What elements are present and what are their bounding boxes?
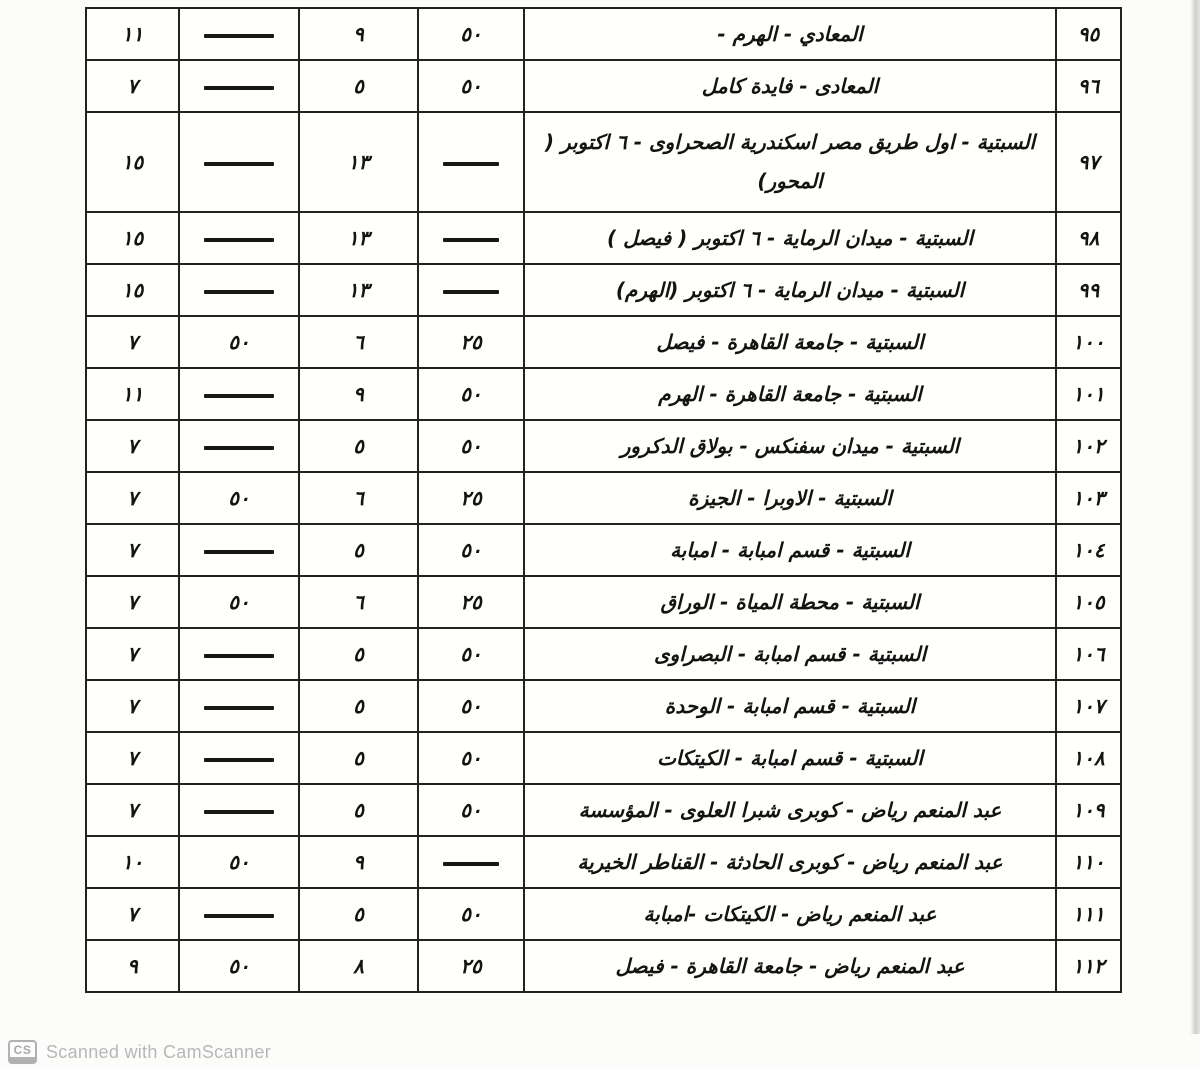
table-row (86, 264, 1121, 316)
table-row (86, 576, 1121, 628)
row-number-cell: ١٠٦ (1056, 628, 1121, 680)
value-cell: ٧ (86, 316, 179, 368)
dash-mark (443, 162, 499, 166)
dash-mark (204, 550, 274, 554)
row-number-cell: ١٠٤ (1056, 524, 1121, 576)
row-number-cell: ١٠٢ (1056, 420, 1121, 472)
value-cell: ٥ (299, 888, 418, 940)
value-cell (418, 212, 524, 264)
value-cell (418, 264, 524, 316)
value-cell (418, 112, 524, 212)
value-cell (179, 368, 299, 420)
value-cell: ١٥ (86, 112, 179, 212)
value-cell: ٥٠ (418, 732, 524, 784)
value-cell: ٧ (86, 524, 179, 576)
dash-mark (204, 86, 274, 90)
watermark-text: Scanned with CamScanner (46, 1041, 272, 1062)
route-name-cell: عبد المنعم رياض - جامعة القاهرة - فيصل (524, 940, 1056, 992)
value-cell: ٧ (86, 420, 179, 472)
value-cell: ٥٠ (179, 472, 299, 524)
route-name-cell: السبتية - جامعة القاهرة - فيصل (524, 316, 1056, 368)
value-cell: ٥ (299, 524, 418, 576)
table-row (86, 60, 1121, 112)
route-name-cell: المعادي - الهرم - (524, 8, 1056, 60)
camscanner-logo-icon: CS (8, 1040, 37, 1064)
table-row (86, 680, 1121, 732)
route-name-cell: السبتية - ميدان الرماية - ٦ اكتوبر ( فيصل ) (524, 212, 1056, 264)
route-name-cell: السبتية - اول طريق مصر اسكندرية الصحراوى - ٦ اكتوبر ( المحور) (524, 112, 1056, 212)
dash-mark (443, 862, 499, 866)
route-name-cell: السبتية - جامعة القاهرة - الهرم (524, 368, 1056, 420)
table-row (86, 524, 1121, 576)
dash-mark (204, 446, 274, 450)
value-cell: ٥ (299, 60, 418, 112)
dash-mark (204, 914, 274, 918)
table-row (86, 368, 1121, 420)
route-name-cell: السبتية - ميدان الرماية - ٦ اكتوبر (الهرم) (524, 264, 1056, 316)
row-number-cell: ١٠٥ (1056, 576, 1121, 628)
value-cell: ٥٠ (179, 836, 299, 888)
route-name-cell: السبتية - قسم امبابة - الكيتكات (524, 732, 1056, 784)
value-cell: ٩ (86, 940, 179, 992)
value-cell: ١٣ (299, 212, 418, 264)
value-cell: ٥٠ (418, 60, 524, 112)
value-cell: ٦ (299, 316, 418, 368)
dash-mark (204, 162, 274, 166)
table-row (86, 8, 1121, 60)
table-row (86, 472, 1121, 524)
value-cell: ٦ (299, 472, 418, 524)
value-cell: ٥ (299, 784, 418, 836)
row-number-cell: ١١٠ (1056, 836, 1121, 888)
value-cell: ٨ (299, 940, 418, 992)
route-name-cell: عبد المنعم رياض - كوبرى الحادثة - القناطر الخيرية (524, 836, 1056, 888)
dash-mark (204, 810, 274, 814)
row-number-cell: ٩٦ (1056, 60, 1121, 112)
value-cell (179, 680, 299, 732)
value-cell: ٧ (86, 472, 179, 524)
page-edge-shadow (1190, 0, 1200, 1034)
value-cell: ٥٠ (418, 420, 524, 472)
value-cell: ١٠ (86, 836, 179, 888)
value-cell (179, 784, 299, 836)
routes-table-wrap (85, 7, 1122, 993)
value-cell: ٥٠ (179, 940, 299, 992)
value-cell (179, 524, 299, 576)
value-cell: ٥٠ (418, 680, 524, 732)
value-cell (179, 112, 299, 212)
value-cell (418, 836, 524, 888)
dash-mark (204, 290, 274, 294)
value-cell: ٩ (299, 836, 418, 888)
route-name-cell: السبتية - الاوبرا - الجيزة (524, 472, 1056, 524)
table-row (86, 420, 1121, 472)
value-cell: ١٣ (299, 112, 418, 212)
dash-mark (204, 758, 274, 762)
dash-mark (443, 290, 499, 294)
dash-mark (204, 238, 274, 242)
value-cell: ٥٠ (418, 888, 524, 940)
value-cell: ٥ (299, 732, 418, 784)
route-name-cell: عبد المنعم رياض - الكيتكات -امبابة (524, 888, 1056, 940)
route-name-cell: عبد المنعم رياض - كوبرى شبرا العلوى - المؤسسة (524, 784, 1056, 836)
row-number-cell: ١٠٠ (1056, 316, 1121, 368)
route-name-cell: السبتية - ميدان سفنكس - بولاق الدكرور (524, 420, 1056, 472)
table-row (86, 732, 1121, 784)
value-cell: ٧ (86, 732, 179, 784)
value-cell: ٥ (299, 680, 418, 732)
camscanner-watermark (8, 1040, 271, 1064)
value-cell: ٩ (299, 368, 418, 420)
value-cell (179, 732, 299, 784)
value-cell: ٦ (299, 576, 418, 628)
value-cell (179, 60, 299, 112)
value-cell (179, 420, 299, 472)
row-number-cell: ٩٥ (1056, 8, 1121, 60)
value-cell: ٢٥ (418, 472, 524, 524)
value-cell: ٧ (86, 60, 179, 112)
value-cell (179, 8, 299, 60)
value-cell (179, 264, 299, 316)
value-cell: ٧ (86, 888, 179, 940)
value-cell: ٧ (86, 680, 179, 732)
value-cell: ٥ (299, 420, 418, 472)
value-cell: ٥٠ (418, 368, 524, 420)
dash-mark (443, 238, 499, 242)
value-cell (179, 628, 299, 680)
row-number-cell: ١٠٧ (1056, 680, 1121, 732)
table-row (86, 316, 1121, 368)
row-number-cell: ١٠٣ (1056, 472, 1121, 524)
value-cell: ٧ (86, 784, 179, 836)
row-number-cell: ٩٧ (1056, 112, 1121, 212)
row-number-cell: ١١١ (1056, 888, 1121, 940)
value-cell: ٢٥ (418, 316, 524, 368)
value-cell: ٥٠ (418, 784, 524, 836)
table-row (86, 888, 1121, 940)
value-cell: ١١ (86, 368, 179, 420)
row-number-cell: ١٠١ (1056, 368, 1121, 420)
row-number-cell: ١١٢ (1056, 940, 1121, 992)
value-cell: ٩ (299, 8, 418, 60)
value-cell: ٧ (86, 628, 179, 680)
row-number-cell: ١٠٨ (1056, 732, 1121, 784)
dash-mark (204, 706, 274, 710)
route-name-cell: السبتية - قسم امبابة - الوحدة (524, 680, 1056, 732)
dash-mark (204, 394, 274, 398)
route-name-cell: السبتية - قسم امبابة - البصراوى (524, 628, 1056, 680)
table-row (86, 784, 1121, 836)
value-cell: ٥٠ (179, 576, 299, 628)
routes-table (85, 7, 1122, 993)
table-row (86, 628, 1121, 680)
value-cell (179, 888, 299, 940)
table-row (86, 112, 1121, 212)
route-name-cell: السبتية - محطة المياة - الوراق (524, 576, 1056, 628)
value-cell: ١٣ (299, 264, 418, 316)
value-cell (179, 212, 299, 264)
value-cell: ١٥ (86, 264, 179, 316)
row-number-cell: ١٠٩ (1056, 784, 1121, 836)
value-cell: ١١ (86, 8, 179, 60)
value-cell: ٢٥ (418, 576, 524, 628)
row-number-cell: ٩٨ (1056, 212, 1121, 264)
route-name-cell: السبتية - قسم امبابة - امبابة (524, 524, 1056, 576)
value-cell: ١٥ (86, 212, 179, 264)
dash-mark (204, 34, 274, 38)
dash-mark (204, 654, 274, 658)
value-cell: ٥٠ (418, 628, 524, 680)
value-cell: ٧ (86, 576, 179, 628)
value-cell: ٥٠ (179, 316, 299, 368)
value-cell: ٥٠ (418, 8, 524, 60)
table-row (86, 212, 1121, 264)
route-table-body (86, 8, 1121, 992)
value-cell: ٢٥ (418, 940, 524, 992)
value-cell: ٥ (299, 628, 418, 680)
table-row (86, 940, 1121, 992)
route-name-cell: المعادى - فايدة كامل (524, 60, 1056, 112)
table-row (86, 836, 1121, 888)
row-number-cell: ٩٩ (1056, 264, 1121, 316)
value-cell: ٥٠ (418, 524, 524, 576)
